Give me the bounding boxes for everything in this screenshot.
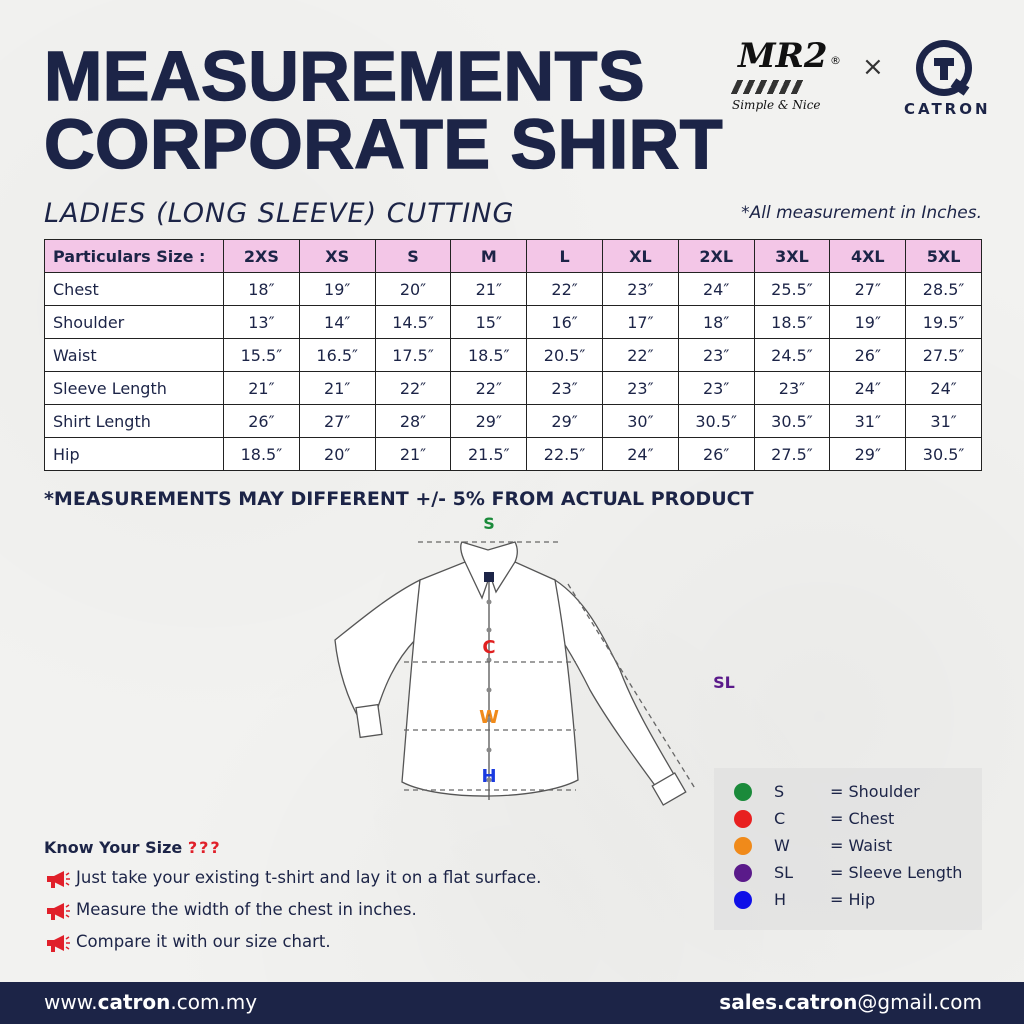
- table-cell: 31″: [830, 405, 906, 438]
- table-cell: 18.5″: [754, 306, 830, 339]
- subtitle: LADIES (LONG SLEEVE) CUTTING: [44, 198, 515, 229]
- header-size-2xs: 2XS: [224, 240, 300, 273]
- table-cell: 21″: [299, 372, 375, 405]
- website-post: .com.my: [170, 990, 258, 1014]
- table-cell: 14.5″: [375, 306, 451, 339]
- table-cell: 15″: [451, 306, 527, 339]
- shirt-logo-icon: [484, 572, 494, 582]
- table-cell: 30.5″: [678, 405, 754, 438]
- waist-label: W: [479, 707, 499, 728]
- table-cell: 21″: [451, 273, 527, 306]
- table-cell: 18.5″: [224, 438, 300, 471]
- header-size-xl: XL: [602, 240, 678, 273]
- know-heading-text: Know Your Size: [44, 838, 183, 857]
- legend-item: [714, 780, 982, 804]
- header-size-m: M: [451, 240, 527, 273]
- legend-code: S: [774, 782, 785, 801]
- table-cell: 26″: [678, 438, 754, 471]
- table-cell: 18.5″: [451, 339, 527, 372]
- legend-dot-icon: [734, 891, 752, 909]
- table-cell: 28.5″: [906, 273, 982, 306]
- sleeve-measure-line: [568, 584, 696, 790]
- legend-label: = Chest: [830, 809, 895, 828]
- megaphone-icon: [44, 869, 70, 889]
- legend-code: SL: [774, 863, 794, 882]
- left-cuff: [356, 705, 382, 738]
- table-cell: 17.5″: [375, 339, 451, 372]
- table-cell: 22″: [375, 372, 451, 405]
- table-cell: 18″: [224, 273, 300, 306]
- legend-item: [714, 834, 982, 858]
- disclaimer: *MEASUREMENTS MAY DIFFERENT +/- 5% FROM ACTUAL PRODUCT: [44, 488, 754, 510]
- table-cell: 24″: [830, 372, 906, 405]
- table-cell: 26″: [224, 405, 300, 438]
- table-row: [45, 339, 982, 372]
- sleeve-length-label: SL: [713, 673, 735, 692]
- table-cell: 30.5″: [906, 438, 982, 471]
- row-label: Sleeve Length: [45, 372, 224, 405]
- table-cell: 27.5″: [906, 339, 982, 372]
- table-cell: 20″: [299, 438, 375, 471]
- table-cell: 23″: [678, 339, 754, 372]
- unit-note: *All measurement in Inches.: [741, 203, 982, 223]
- website-bold: catron: [97, 990, 171, 1014]
- table-cell: 22″: [451, 372, 527, 405]
- shirt-diagram: [300, 510, 760, 820]
- email-bold: sales.catron: [719, 990, 858, 1014]
- table-cell: 20.5″: [527, 339, 603, 372]
- table-cell: 23″: [754, 372, 830, 405]
- mr2-logo-text: MR2: [738, 36, 828, 76]
- shirt-body: [402, 562, 578, 796]
- table-row: [45, 372, 982, 405]
- checkered-flag-icon: [731, 80, 808, 94]
- megaphone-icon: [44, 933, 70, 953]
- question-marks: ???: [187, 838, 222, 857]
- table-cell: 15.5″: [224, 339, 300, 372]
- legend-dot-icon: [734, 810, 752, 828]
- header-size-xs: XS: [299, 240, 375, 273]
- table-cell: 14″: [299, 306, 375, 339]
- table-row: [45, 306, 982, 339]
- row-label: Hip: [45, 438, 224, 471]
- website-link[interactable]: [44, 990, 257, 1014]
- table-cell: 19.5″: [906, 306, 982, 339]
- table-cell: 21″: [224, 372, 300, 405]
- know-your-size-heading: [44, 838, 222, 857]
- shoulder-label: S: [483, 514, 495, 533]
- row-label: Waist: [45, 339, 224, 372]
- legend-label: = Hip: [830, 890, 876, 909]
- brand-separator: ×: [862, 52, 884, 82]
- mr2-registered-mark: ®: [830, 54, 841, 67]
- table-cell: 28″: [375, 405, 451, 438]
- table-cell: 22.5″: [527, 438, 603, 471]
- table-row: [45, 405, 982, 438]
- table-cell: 22″: [527, 273, 603, 306]
- table-cell: 23″: [602, 273, 678, 306]
- table-cell: 30″: [602, 405, 678, 438]
- legend-code: H: [774, 890, 787, 909]
- table-cell: 29″: [527, 405, 603, 438]
- hip-label: H: [481, 766, 497, 787]
- size-chart-table: [44, 239, 982, 471]
- title-line-1: MEASUREMENTS: [44, 37, 646, 115]
- tip-item: [44, 932, 331, 953]
- row-label: Chest: [45, 273, 224, 306]
- legend-box: [714, 768, 982, 930]
- header-size-3xl: 3XL: [754, 240, 830, 273]
- email-link[interactable]: [719, 990, 982, 1014]
- table-row: [45, 438, 982, 471]
- table-cell: 23″: [678, 372, 754, 405]
- legend-dot-icon: [734, 783, 752, 801]
- mr2-logo: [730, 34, 850, 118]
- mr2-tagline: Simple & Nice: [732, 98, 821, 112]
- table-cell: 16.5″: [299, 339, 375, 372]
- legend-label: = Waist: [830, 836, 893, 855]
- catron-emblem-icon: [904, 36, 984, 100]
- header-size-s: S: [375, 240, 451, 273]
- table-cell: 23″: [602, 372, 678, 405]
- tip-text: Compare it with our size chart.: [76, 932, 331, 951]
- legend-item: [714, 888, 982, 912]
- table-cell: 16″: [527, 306, 603, 339]
- table-cell: 27″: [299, 405, 375, 438]
- table-cell: 19″: [830, 306, 906, 339]
- page-title: [44, 37, 723, 183]
- header-size-4xl: 4XL: [830, 240, 906, 273]
- table-cell: 31″: [906, 405, 982, 438]
- legend-code: C: [774, 809, 786, 828]
- table-cell: 27″: [830, 273, 906, 306]
- table-cell: 18″: [678, 306, 754, 339]
- header-particulars: Particulars Size :: [45, 240, 224, 273]
- table-cell: 27.5″: [754, 438, 830, 471]
- legend-code: W: [774, 836, 790, 855]
- chest-label: C: [482, 637, 496, 658]
- table-cell: 17″: [602, 306, 678, 339]
- table-cell: 21.5″: [451, 438, 527, 471]
- table-cell: 20″: [375, 273, 451, 306]
- row-label: Shoulder: [45, 306, 224, 339]
- table-cell: 19″: [299, 273, 375, 306]
- row-label: Shirt Length: [45, 405, 224, 438]
- legend-dot-icon: [734, 837, 752, 855]
- table-cell: 29″: [451, 405, 527, 438]
- legend-item: [714, 861, 982, 885]
- tip-text: Just take your existing t-shirt and lay it on a flat surface.: [76, 868, 542, 887]
- legend-item: [714, 807, 982, 831]
- tip-item: [44, 900, 417, 921]
- table-cell: 22″: [602, 339, 678, 372]
- table-cell: 25.5″: [754, 273, 830, 306]
- table-row: [45, 273, 982, 306]
- megaphone-icon: [44, 901, 70, 921]
- legend-label: = Shoulder: [830, 782, 920, 801]
- table-cell: 21″: [375, 438, 451, 471]
- tip-item: [44, 868, 541, 889]
- table-cell: 30.5″: [754, 405, 830, 438]
- legend-label: = Sleeve Length: [830, 863, 963, 882]
- table-header-row: [45, 240, 982, 273]
- table-cell: 26″: [830, 339, 906, 372]
- table-cell: 24″: [602, 438, 678, 471]
- table-cell: 23″: [527, 372, 603, 405]
- table-cell: 24″: [678, 273, 754, 306]
- header-size-5xl: 5XL: [906, 240, 982, 273]
- catron-wordmark: CATRON: [904, 100, 991, 118]
- left-sleeve: [335, 580, 420, 720]
- footer-bar: [0, 982, 1024, 1024]
- header-size-l: L: [527, 240, 603, 273]
- header-size-2xl: 2XL: [678, 240, 754, 273]
- website-pre: www.: [44, 990, 98, 1014]
- table-cell: 13″: [224, 306, 300, 339]
- tip-text: Measure the width of the chest in inches.: [76, 900, 417, 919]
- legend-dot-icon: [734, 864, 752, 882]
- table-cell: 24.5″: [754, 339, 830, 372]
- table-cell: 24″: [906, 372, 982, 405]
- catron-logo: [904, 36, 991, 120]
- email-post: @gmail.com: [857, 990, 982, 1014]
- title-line-2: CORPORATE SHIRT: [44, 105, 723, 183]
- table-cell: 29″: [830, 438, 906, 471]
